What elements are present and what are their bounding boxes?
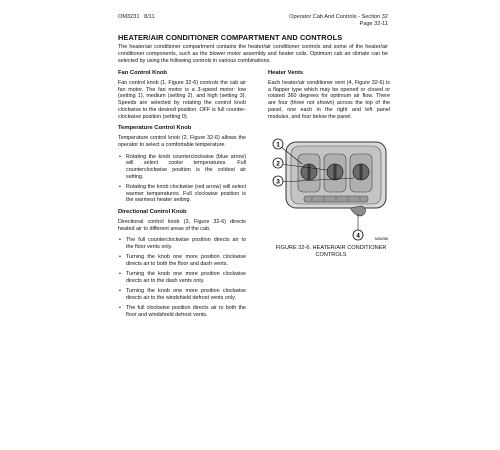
callout-4 [353, 230, 363, 240]
list-item: • Turning the knob one more position clockwise directs air to the dash vents only. [118, 271, 246, 284]
list-item: • The full counterclockwise position directs air to the floor vents only. [118, 237, 246, 250]
list-item: • Rotating the knob counterclockwise (blue arrow) will select cooler temperatures. Full counterclockwise position is the coldest air setting. [118, 154, 246, 181]
directional-heading: Directional Control Knob [118, 209, 187, 216]
doc-id: OM3231 [118, 14, 140, 20]
section-label: Operator Cab And Controls - Section 32 [289, 14, 388, 20]
figure-ref: M05285 [375, 237, 388, 241]
vents-heading: Heater Vents [268, 70, 304, 76]
temperature-text: Temperature control knob (2, Figure 32-6) allows the operator to select a comfortable temperature. [118, 135, 246, 148]
list-item: • Turning the knob one more position clockwise directs air to the windshield defrost vents only. [118, 288, 246, 301]
header-right [289, 14, 388, 28]
fan-knob-shape [301, 164, 317, 180]
page-number: Page 32-11 [359, 21, 388, 27]
list-item: • Rotating the knob clockwise (red arrow) will select warmer temperatures. Full clockwise position is the warmest heater setting. [118, 184, 246, 204]
callout-1 [273, 139, 283, 149]
temperature-list [118, 154, 246, 204]
directional-text: Directional control knob (3, Figure 32-6) directs heated air to different areas of the cab. [118, 219, 246, 232]
callout-2 [273, 158, 283, 168]
right-column [268, 70, 390, 125]
doc-date: 8/11 [144, 14, 155, 20]
callout-label: 2 [276, 160, 280, 168]
callout-3 [273, 176, 283, 186]
directional-knob-shape [353, 164, 369, 180]
temperature-knob-shape [327, 164, 343, 180]
control-panel-illustration [272, 134, 392, 254]
directional-list [118, 237, 246, 318]
header-left [118, 14, 155, 21]
temperature-heading: Temperature Control Knob [118, 125, 192, 132]
fan-heading: Fan Control Knob [118, 70, 167, 76]
figure-caption: FIGURE 32-6. HEATER/AIR CONDITIONER CONTROLS [275, 245, 387, 258]
left-column [118, 70, 246, 323]
control-panel-figure [272, 134, 392, 254]
list-item: • Turning the knob one more position clockwise directs air to both the floor and dash vents. [118, 254, 246, 267]
callout-label: 3 [276, 178, 280, 186]
list-item: • The full clockwise position directs air to both the floor and windshield defrost vents. [118, 305, 246, 318]
callout-label: 4 [356, 232, 360, 240]
callout-label: 1 [276, 141, 280, 149]
page-title: HEATER/AIR CONDITIONER COMPARTMENT AND CONTROLS [118, 33, 343, 42]
fan-text: Fan control knob (1, Figure 32-6) controls the cab air fan motor. The fan motor is a 3-speed motor: low (setting 1), medium (setting 2), and high (setting 3). Speeds are selected by rotating the control knob clockwise to the desired position. OFF is full counter-clockwise position (setting 0). [118, 80, 246, 120]
vents-text: Each heater/air conditioner vent (4, Figure 32-6) is a flapper type which may be opened or closed or rotated 360 degrees for optimum air flow. There are four (three not shown) across the top of the panel, one each in the right and left panel modules, and four below the panel. [268, 80, 390, 120]
intro-paragraph: The heater/air conditioner compartment contains the heater/air conditioner controls and some of the heater/air conditioner components, such as the blower motor assembly and heater coils. Optimum cab air climate can be selected by using the following controls in various combinations. [118, 44, 388, 64]
